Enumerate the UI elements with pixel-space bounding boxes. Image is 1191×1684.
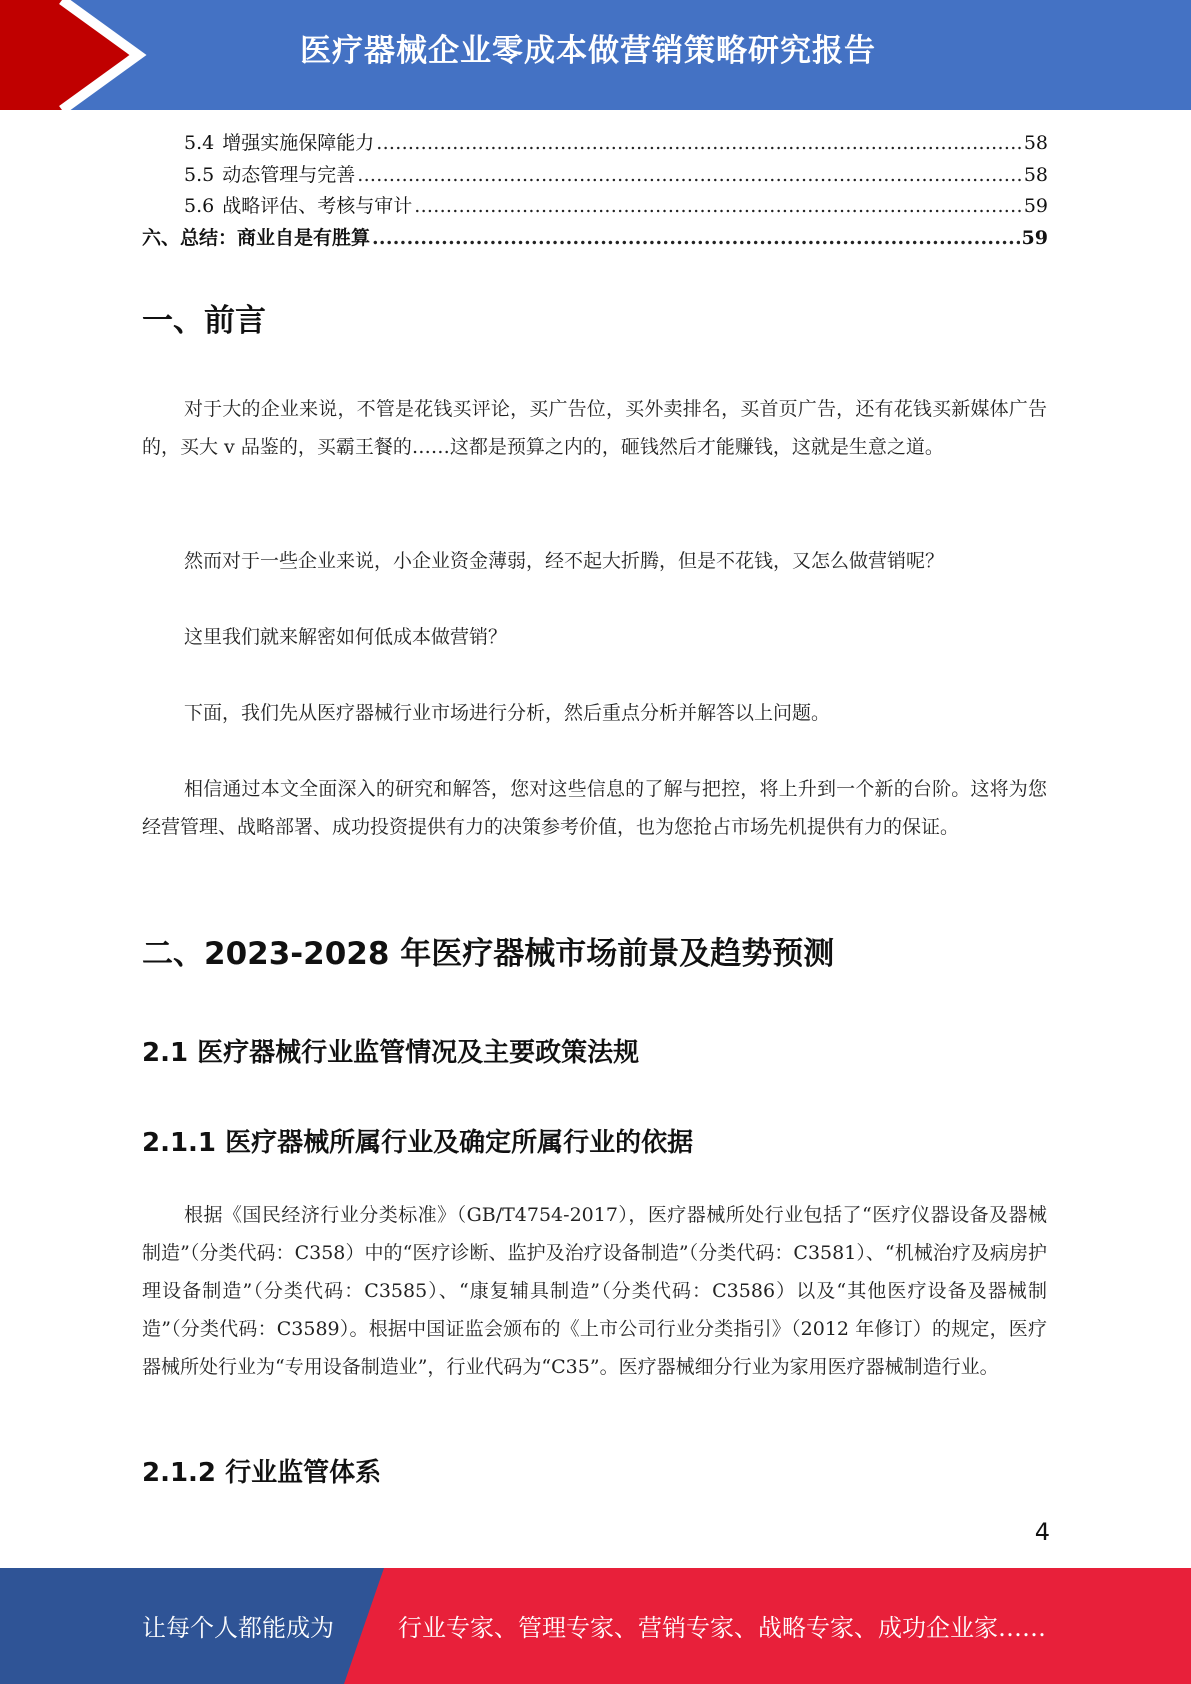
toc-entry-page: 58 — [1023, 163, 1048, 186]
document-title: 医疗器械企业零成本做营销策略研究报告 — [300, 33, 876, 69]
subsection-heading-regulation: 2.1 医疗器械行业监管情况及主要政策法规 — [142, 1038, 640, 1068]
subsection-heading-supervision-system: 2.1.2 行业监管体系 — [142, 1458, 382, 1488]
toc-leader-dots — [357, 164, 1022, 186]
paragraph: 相信通过本文全面深入的研究和解答，您对这些信息的了解与把控，将上升到一个新的台阶。这将为您经营管理、战略部署、成功投资提供有力的决策参考价值，也为您抢占市场先机提供有力的保证。 — [142, 778, 1047, 838]
paragraph: 这里我们就来解密如何低成本做营销？ — [184, 626, 508, 648]
footer-slogan-left: 让每个人都能成为 — [142, 1614, 334, 1642]
paragraph: 根据《国民经济行业分类标准》（GB/T4754-2017），医疗器械所处行业包括了“医疗仪器设备及器械制造”（分类代码：C358）中的“医疗诊断、监护及治疗设备制造”（分类代码：C3581）、“机械治疗及病房护理设备制造”（分类代码：C3585）、“康复辅具制造”（分类代码：C3586）以及“其他医疗设备及器械制造”（分类代码：C3589）。根据中国证监会颁布的《上市公司行业分类指引》（2012 年修订）的规定，医疗器械所处行业为“专用设备制造业”，行业代码为“C35”。医疗器械细分行业为家用医疗器械制造行业。 — [142, 1204, 1047, 1378]
toc-entry[interactable] — [142, 128, 1048, 160]
section-heading-preface: 一、前言 — [142, 303, 266, 339]
toc-leader-dots — [376, 132, 1022, 154]
toc-entry-title: 增强实施保障能力 — [222, 132, 375, 154]
toc-entry-title: 战略评估、考核与审计 — [222, 195, 413, 217]
toc-entry-number: 5.6 — [184, 195, 215, 217]
page-number: 4 — [1034, 1518, 1050, 1546]
toc-entry-number: 5.4 — [184, 132, 215, 154]
subsection-heading-industry-basis: 2.1.1 医疗器械所属行业及确定所属行业的依据 — [142, 1128, 694, 1158]
toc-entry-page: 59 — [1021, 226, 1048, 249]
toc-leader-dots — [372, 227, 1020, 249]
page-footer — [0, 1568, 1191, 1684]
toc-entry-page: 59 — [1023, 195, 1048, 217]
paragraph: 对于大的企业来说，不管是花钱买评论，买广告位，买外卖排名，买首页广告，还有花钱买新媒体广告的，买大 v 品鉴的，买霸王餐的……这都是预算之内的，砸钱然后才能赚钱，这就是生意之道。 — [142, 398, 1047, 458]
paragraph: 下面，我们先从医疗器械行业市场进行分析，然后重点分析并解答以上问题。 — [184, 702, 831, 724]
section-heading-market-outlook: 二、2023-2028 年医疗器械市场前景及趋势预测 — [142, 936, 835, 972]
toc-leader-dots — [414, 195, 1022, 217]
toc-entry-title: 动态管理与完善 — [222, 163, 356, 186]
toc-entry[interactable] — [142, 191, 1048, 223]
toc-entry[interactable] — [142, 160, 1048, 192]
page-header — [0, 0, 1191, 110]
table-of-contents — [142, 128, 1048, 254]
toc-entry-number: 5.5 — [184, 163, 215, 186]
footer-slogan-right: 行业专家、管理专家、营销专家、战略专家、成功企业家…… — [398, 1614, 1046, 1642]
toc-entry-chapter[interactable] — [142, 223, 1048, 255]
toc-entry-page: 58 — [1023, 132, 1048, 154]
toc-entry-title: 六、总结：商业自是有胜算 — [142, 226, 371, 249]
paragraph: 然而对于一些企业来说，小企业资金薄弱，经不起大折腾，但是不花钱，又怎么做营销呢？ — [184, 550, 945, 572]
